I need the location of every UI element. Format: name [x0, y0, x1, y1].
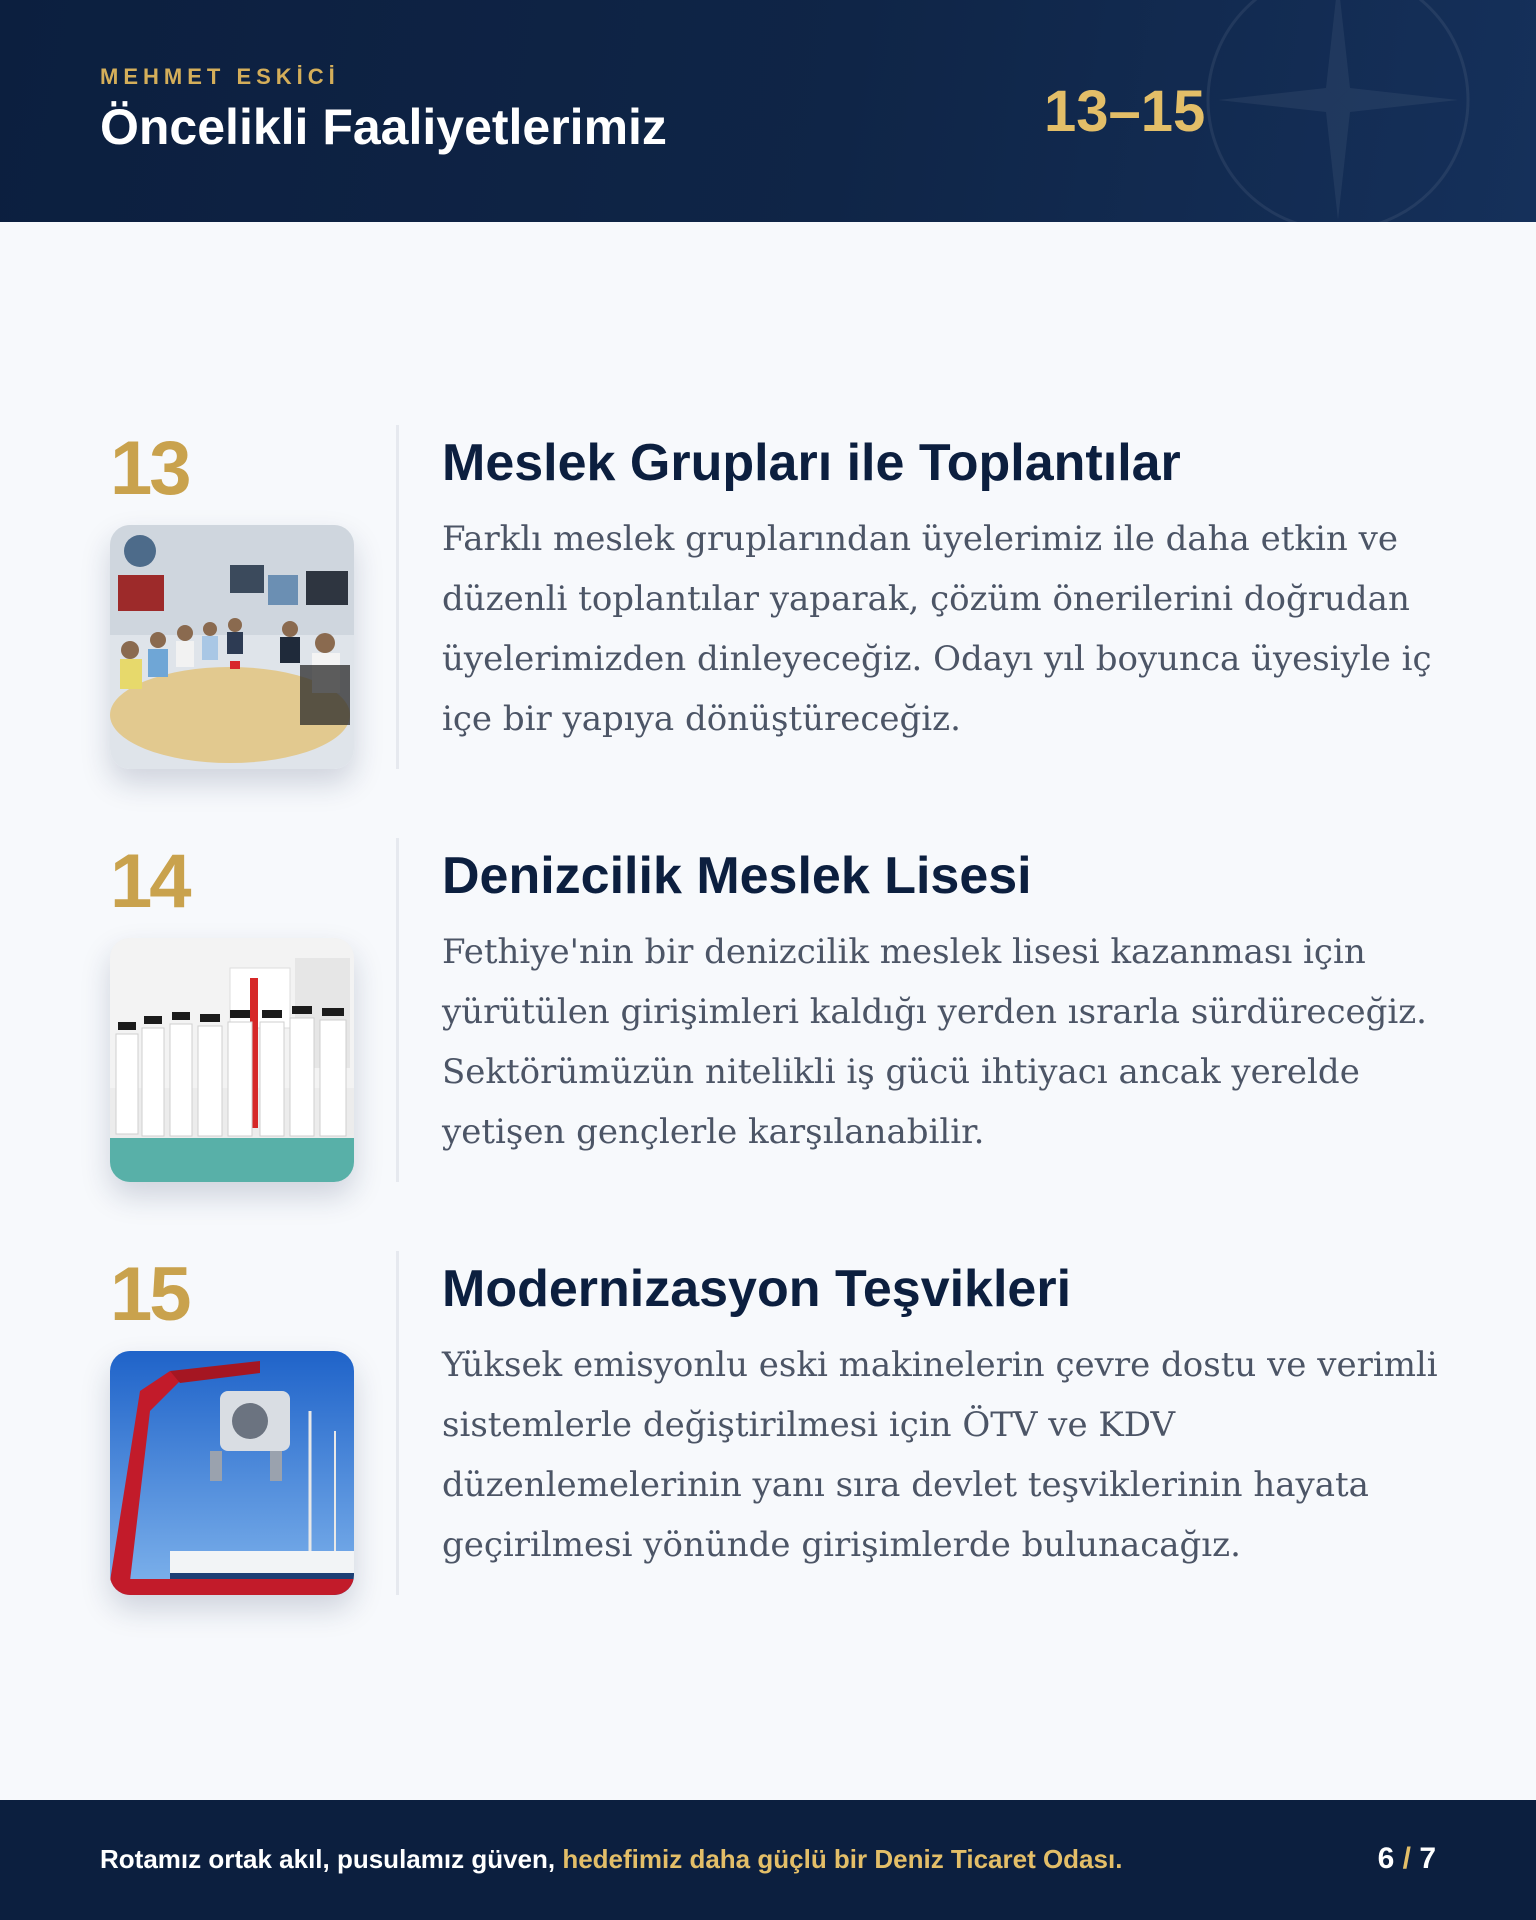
maritime-students-photo [110, 938, 354, 1182]
vertical-divider [396, 838, 399, 1182]
page-footer [0, 1800, 1536, 1920]
activity-number: 13 [110, 426, 189, 511]
author-name: MEHMET ESKİCİ [100, 64, 340, 89]
activity-description: Fethiye'nin bir denizcilik meslek lisesi kazanması için yürütülen girişimleri kaldığı yerden ısrarla sürdüreceğiz. Sektörümüzün nitelikli iş gücü ihtiyacı ancak yerelde yetişen gençlerle karşılanabilir. [442, 932, 1427, 1152]
compass-icon [1198, 0, 1478, 222]
activity-item-15 [0, 1251, 1536, 1611]
activity-number: 15 [110, 1252, 189, 1337]
slogan-main: Rotamız ortak akıl, pusulamız güven, [100, 1844, 563, 1874]
page-title: Öncelikli Faaliyetlerimiz [100, 99, 667, 155]
activity-description: Yüksek emisyonlu eski makinelerin çevre dostu ve verimli sistemlerle değiştirilmesi için ÖTV ve KDV düzenlemelerinin yanı sıra devlet teşviklerinin hayata geçirilmesi yönünde girişimlerde bulunacağız. [442, 1345, 1438, 1565]
meeting-room-photo [110, 525, 354, 769]
activity-title: Modernizasyon Teşvikleri [442, 1260, 1072, 1318]
page-separator: / [1394, 1842, 1420, 1875]
activity-item-14 [0, 838, 1536, 1198]
page-total: 7 [1419, 1842, 1436, 1875]
vertical-divider [396, 425, 399, 769]
page-indicator [1378, 1842, 1436, 1876]
activity-title: Denizcilik Meslek Lisesi [442, 847, 1032, 905]
activity-title: Meslek Grupları ile Toplantılar [442, 434, 1181, 492]
activity-description: Farklı meslek gruplarından üyelerimiz ile daha etkin ve düzenli toplantılar yaparak, çözüm önerilerini doğrudan üyelerimizden dinleyeceğiz. Odayı yıl boyunca üyesiyle iç içe bir yapıya dönüştüreceğiz. [442, 519, 1432, 739]
crane-engine-photo [110, 1351, 354, 1595]
slogan-highlight: hedefimiz daha güçlü bir Deniz Ticaret Odası. [562, 1844, 1123, 1874]
footer-slogan [100, 1844, 1122, 1875]
vertical-divider [396, 1251, 399, 1595]
page-current: 6 [1377, 1842, 1395, 1875]
page-header [0, 0, 1536, 222]
activity-item-13 [0, 425, 1536, 785]
item-range: 13–15 [1044, 79, 1206, 144]
activity-number: 14 [110, 839, 189, 924]
